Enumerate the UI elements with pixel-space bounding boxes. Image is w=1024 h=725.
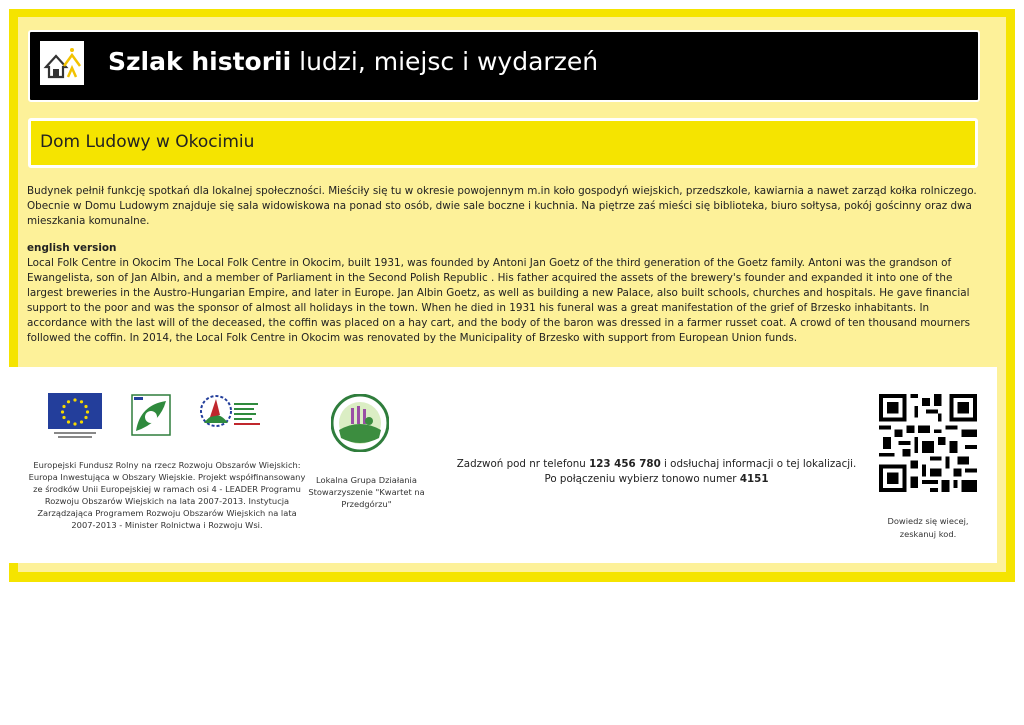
- title-rest: ludzi, miejsc i wydarzeń: [299, 47, 599, 76]
- leader-logo-icon: [132, 395, 170, 435]
- qr-code-icon[interactable]: [879, 394, 977, 492]
- qr-caption: Dowiedz się wiecej, zeskanuj kod.: [887, 516, 969, 539]
- house-logo-icon: [40, 41, 84, 85]
- lgd-logo-icon: [331, 394, 389, 452]
- phone-line: [409, 457, 904, 472]
- phone-number: 123 456 780: [589, 458, 661, 470]
- title-bar: [28, 30, 980, 102]
- subtitle-bar: [28, 118, 978, 168]
- english-description: Local Folk Centre in Okocim The Local Folk Centre in Okocim, built 1931, was founded by Antoni Jan Goetz of the third generation of the Goetz family. Antoni was the grandson of Ewangelista, son of Jan Albin, and a member of Parliament in the Second Polish Republic . His father acquired the assets of the brewery's founder and expanded it into one of the largest breweries in the Austro-Hungarian Empire, and later in Europe. Jan Albin Goetz, as well as building a new Palace, also built schools, churches and hospitals. He gave financial support to the poor and was the sponsor of almost all holidays in the town. When he died in 1931 his funeral was a great manifestation of the grief of Brzesko inhabitants. In accordance with the last will of the deceased, the coffin was placed on a hay cart, and the body of the baron was dressed in a farmer russet coat. A crowd of ten thousand mourners followed the coffin. In 2014, the Local Folk Centre in Okocim was renovated by the Municipality of Brzesko with support from European Union funds.: [27, 257, 971, 344]
- description: [27, 184, 982, 346]
- tone-number: 4151: [739, 473, 769, 485]
- eu-funding-caption: Europejski Fundusz Rolny na rzecz Rozwoju Obszarów Wiejskich: Europa Inwestująca w Obszary Wiejskie. Projekt współfinansowany ze środków Unii Europejskiej w ramach osi 4 - LEADER Programu Rozwoju Obszarów Wiejskich na lata 2007-2013. Instytucja Zarządzająca Programem Rozwoju Obszarów Wiejskich na lata 2007-2013 - Minister Rolnictwa i Rozwoju Wsi.: [28, 460, 306, 530]
- title-bold: Szlak historii: [108, 47, 292, 76]
- location-name: Dom Ludowy w Okocimiu: [40, 132, 255, 152]
- eu-flag-icon: [48, 393, 102, 438]
- lgd-caption: Lokalna Grupa Działania Stowarzyszenie "Kwartet na Przedgórzu": [308, 475, 425, 509]
- polish-description: Budynek pełnił funkcję spotkań dla lokalnej społeczności. Mieściły się tu w okresie powojennym m.in koło gospodyń wiejskich, przedszkole, kawiarnia a nawet zarząd kołka rolniczego. Obecnie w Domu Ludowym znajduje się sala widowiskowa na ponad sto osób, dwie sale boczne i kuchnia. Na piętrze zaś mieści się biblioteka, biuro sołtysa, pokój gościnny oraz dwa mieszkania komunalne.: [27, 185, 977, 227]
- page-title: [108, 47, 598, 76]
- funding-logos: [48, 393, 278, 443]
- english-heading: english version: [27, 242, 117, 254]
- footer: [9, 367, 997, 563]
- phone-suffix: i odsłuchaj informacji o tej lokalizacji.: [664, 458, 857, 470]
- phone-info: [409, 457, 904, 487]
- prow-logo-icon: [201, 396, 260, 426]
- tone-prefix: Po połączeniu wybierz tonowo numer: [544, 473, 737, 485]
- phone-prefix: Zadzwoń pod nr telefonu: [456, 458, 586, 470]
- tone-line: [409, 472, 904, 487]
